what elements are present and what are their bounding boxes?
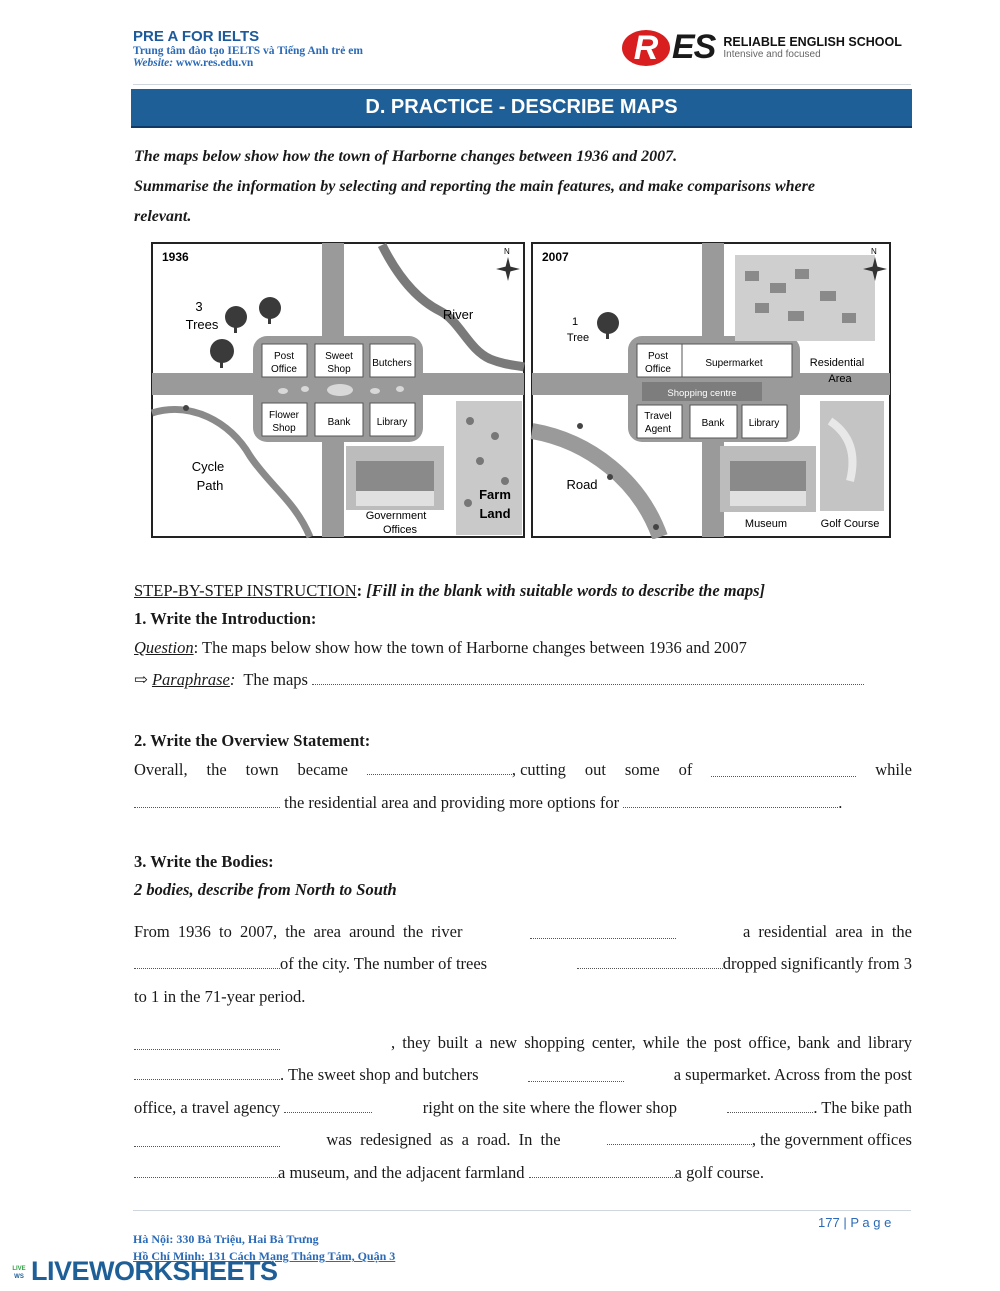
page-num: 177 <box>818 1215 840 1230</box>
s2-period: . <box>838 793 843 812</box>
gov-offices-label-1: Government <box>365 510 427 522</box>
p2-text: , the government offices <box>751 1130 912 1149</box>
header-divider <box>133 84 911 85</box>
post-office-2007-label-1: Post <box>647 351 669 362</box>
s2-word: the <box>206 760 227 779</box>
p1-text: From 1936 to 2007, the area around the river <box>134 922 463 941</box>
p2-text: was redesigned as a road. In the <box>326 1130 561 1149</box>
instruction-note: [Fill in the blank with suitable words to describe the maps] <box>366 581 766 600</box>
p1-line-2 <box>134 947 912 980</box>
address-hanoi: Hà Nội: 330 Bà Triệu, Hai Bà Trưng <box>133 1232 319 1246</box>
header-left <box>133 28 363 69</box>
s2-text: the residential area and providing more options for <box>284 793 620 812</box>
farm-land-label-1: Farm <box>479 487 511 502</box>
s2-word: town <box>245 760 279 779</box>
blank-body-8[interactable] <box>727 1099 813 1113</box>
blank-paraphrase[interactable] <box>312 671 864 685</box>
road-label: Road <box>566 477 598 492</box>
golf-course-label: Golf Course <box>820 518 880 530</box>
question-text: : The maps below show how the town of Harborne changes between 1936 and 2007 <box>193 638 747 657</box>
residential-label-1: Residential <box>809 357 865 369</box>
farm-land-label-2: Land <box>479 506 511 521</box>
blank-overview-2[interactable] <box>711 763 856 777</box>
blank-body-3[interactable] <box>577 955 723 969</box>
p2-text: a supermarket. Across from the post <box>673 1065 912 1084</box>
task-line-2: Summarise the information by selecting and reporting the main features, and make comparisons where <box>134 178 815 195</box>
paraphrase-label: Paraphrase <box>151 670 230 689</box>
map-1936-year: 1936 <box>162 250 189 264</box>
header-title: PRE A FOR IELTS <box>133 28 260 45</box>
residential-label-2: Area <box>828 373 852 385</box>
p2-text: . The bike path <box>813 1098 912 1117</box>
tree-label-2007: Tree <box>566 332 590 344</box>
north-label-1936: N <box>504 247 510 256</box>
tree-count-2007: 1 <box>571 316 579 328</box>
brand-icon-bottom: WS <box>14 1274 24 1280</box>
p2-line-2 <box>134 1058 912 1091</box>
library-label-1936: Library <box>376 417 408 428</box>
p2-text: office, a travel agency <box>134 1098 281 1117</box>
s3-subheading: 2 bodies, describe from North to South <box>134 880 397 899</box>
logo-text <box>723 35 901 60</box>
trees-count-1936: 3 <box>195 299 203 314</box>
flower-shop-label-2: Shop <box>272 423 296 434</box>
blank-overview-4[interactable] <box>623 794 838 808</box>
address-hcm: Hồ Chí Minh: 131 Cách Mạng Tháng Tám, Quận 3 <box>133 1249 396 1263</box>
post-office-2007-label-2: Office <box>645 364 671 375</box>
s2-line-2 <box>134 786 842 819</box>
gov-offices-label-2: Offices <box>382 524 418 536</box>
footer-divider <box>133 1210 911 1211</box>
p2-line-3 <box>134 1091 912 1124</box>
map-1936 <box>152 243 524 537</box>
p2-text: , they built a new shopping center, while the post office, bank and library <box>391 1033 912 1052</box>
s2-word: while <box>875 760 912 779</box>
s1-question <box>134 632 747 664</box>
library-label-2007: Library <box>748 418 780 429</box>
p2-text: . The sweet shop and butchers <box>280 1065 479 1084</box>
liveworksheets-brand[interactable]: LIVEWORKSHEETS <box>31 1256 278 1286</box>
p2-text: a museum, and the adjacent farmland <box>278 1163 525 1182</box>
instruction-colon: : <box>356 581 363 600</box>
flower-shop-label-1: Flower <box>268 410 300 421</box>
cycle-path-label-2: Path <box>196 478 224 493</box>
cycle-path-label-1: Cycle <box>191 459 225 474</box>
s2-line-1 <box>134 753 912 786</box>
blank-body-7[interactable] <box>284 1099 372 1113</box>
school-name: RELIABLE ENGLISH SCHOOL <box>723 35 902 49</box>
page-sep: | <box>843 1215 847 1230</box>
website-link[interactable]: www.res.edu.vn <box>175 57 254 69</box>
s2-word: , cutting <box>511 760 566 779</box>
task-line-3: relevant. <box>134 208 192 225</box>
task-prompt <box>134 142 914 232</box>
school-tagline: Intensive and focused <box>723 49 821 60</box>
instruction-heading: STEP-BY-STEP INSTRUCTION <box>134 581 357 600</box>
s3-heading: 3. Write the Bodies: <box>134 852 274 871</box>
museum-label: Museum <box>744 518 788 530</box>
paraphrase-colon: : <box>229 670 236 689</box>
shopping-centre-label: Shopping centre <box>667 388 737 399</box>
logo-es: ES <box>672 28 716 66</box>
p2-text: right on the site where the flower shop <box>422 1098 678 1117</box>
blank-body-12[interactable] <box>529 1164 675 1178</box>
blank-body-2[interactable] <box>134 955 280 969</box>
p1-line-1 <box>134 915 912 948</box>
sweet-shop-label-2: Shop <box>327 364 351 375</box>
bank-label-1936: Bank <box>327 417 351 428</box>
header-website <box>133 57 363 69</box>
blank-body-4[interactable] <box>134 1036 280 1050</box>
bank-label-2007: Bank <box>701 418 725 429</box>
map-2007 <box>532 243 890 537</box>
p2-text: a golf course. <box>674 1163 764 1182</box>
p2-line-4 <box>134 1123 912 1156</box>
blank-body-6[interactable] <box>528 1068 624 1082</box>
s1-heading: 1. Write the Introduction: <box>134 609 317 628</box>
blank-body-1[interactable] <box>530 925 676 939</box>
brand-icon-top: LIVE <box>12 1266 26 1272</box>
p1-text: a residential area in the <box>742 922 912 941</box>
s2-word: some <box>624 760 660 779</box>
p2-line-1 <box>134 1026 912 1059</box>
page-word: P a g e <box>850 1215 892 1230</box>
s2-word: of <box>678 760 693 779</box>
page-number <box>818 1215 891 1230</box>
task-line-1: The maps below show how the town of Harborne changes between 1936 and 2007. <box>134 148 678 165</box>
north-label-2007: N <box>871 247 877 256</box>
supermarket-label: Supermarket <box>705 358 763 369</box>
travel-agent-label-2: Agent <box>644 424 672 435</box>
blank-body-11[interactable] <box>134 1164 278 1178</box>
school-logo <box>622 28 902 67</box>
question-label: Question <box>134 638 194 657</box>
liveworksheets-logo-icon <box>8 1261 30 1285</box>
s2-word: Overall, <box>134 760 188 779</box>
paraphrase-start: The maps <box>243 670 308 689</box>
post-office-label-1: Post <box>273 351 295 362</box>
s2-heading: 2. Write the Overview Statement: <box>134 731 371 750</box>
section-banner: D. PRACTICE - DESCRIBE MAPS <box>131 89 912 128</box>
p2-line-5 <box>134 1156 764 1189</box>
post-office-label-2: Office <box>271 364 297 375</box>
blank-overview-1[interactable] <box>367 761 512 775</box>
maps-figure <box>150 241 892 539</box>
logo-r: R <box>622 30 670 66</box>
blank-body-5[interactable] <box>134 1066 280 1080</box>
blank-body-9[interactable] <box>134 1133 280 1147</box>
p1-text: dropped significantly from 3 <box>722 954 912 973</box>
p1-text: of the city. The number of trees <box>280 954 488 973</box>
blank-overview-3[interactable] <box>134 794 280 808</box>
arrow-icon: ⇨ <box>134 670 148 689</box>
website-label: Website: <box>133 57 174 69</box>
blank-body-10[interactable] <box>607 1131 752 1145</box>
s1-paraphrase <box>134 664 864 696</box>
p1-line-3: to 1 in the 71-year period. <box>134 987 306 1006</box>
travel-agent-label-1: Travel <box>644 411 672 422</box>
sweet-shop-label-1: Sweet <box>325 351 353 362</box>
river-label: River <box>442 307 474 322</box>
butchers-label: Butchers <box>372 358 412 369</box>
map-2007-year: 2007 <box>542 250 569 264</box>
s2-word: out <box>584 760 606 779</box>
s2-word: became <box>297 760 348 779</box>
header-subtitle: Trung tâm đào tạo IELTS và Tiếng Anh trẻ em <box>133 45 363 57</box>
trees-label-1936: Trees <box>185 317 219 332</box>
residential-image <box>735 255 875 341</box>
